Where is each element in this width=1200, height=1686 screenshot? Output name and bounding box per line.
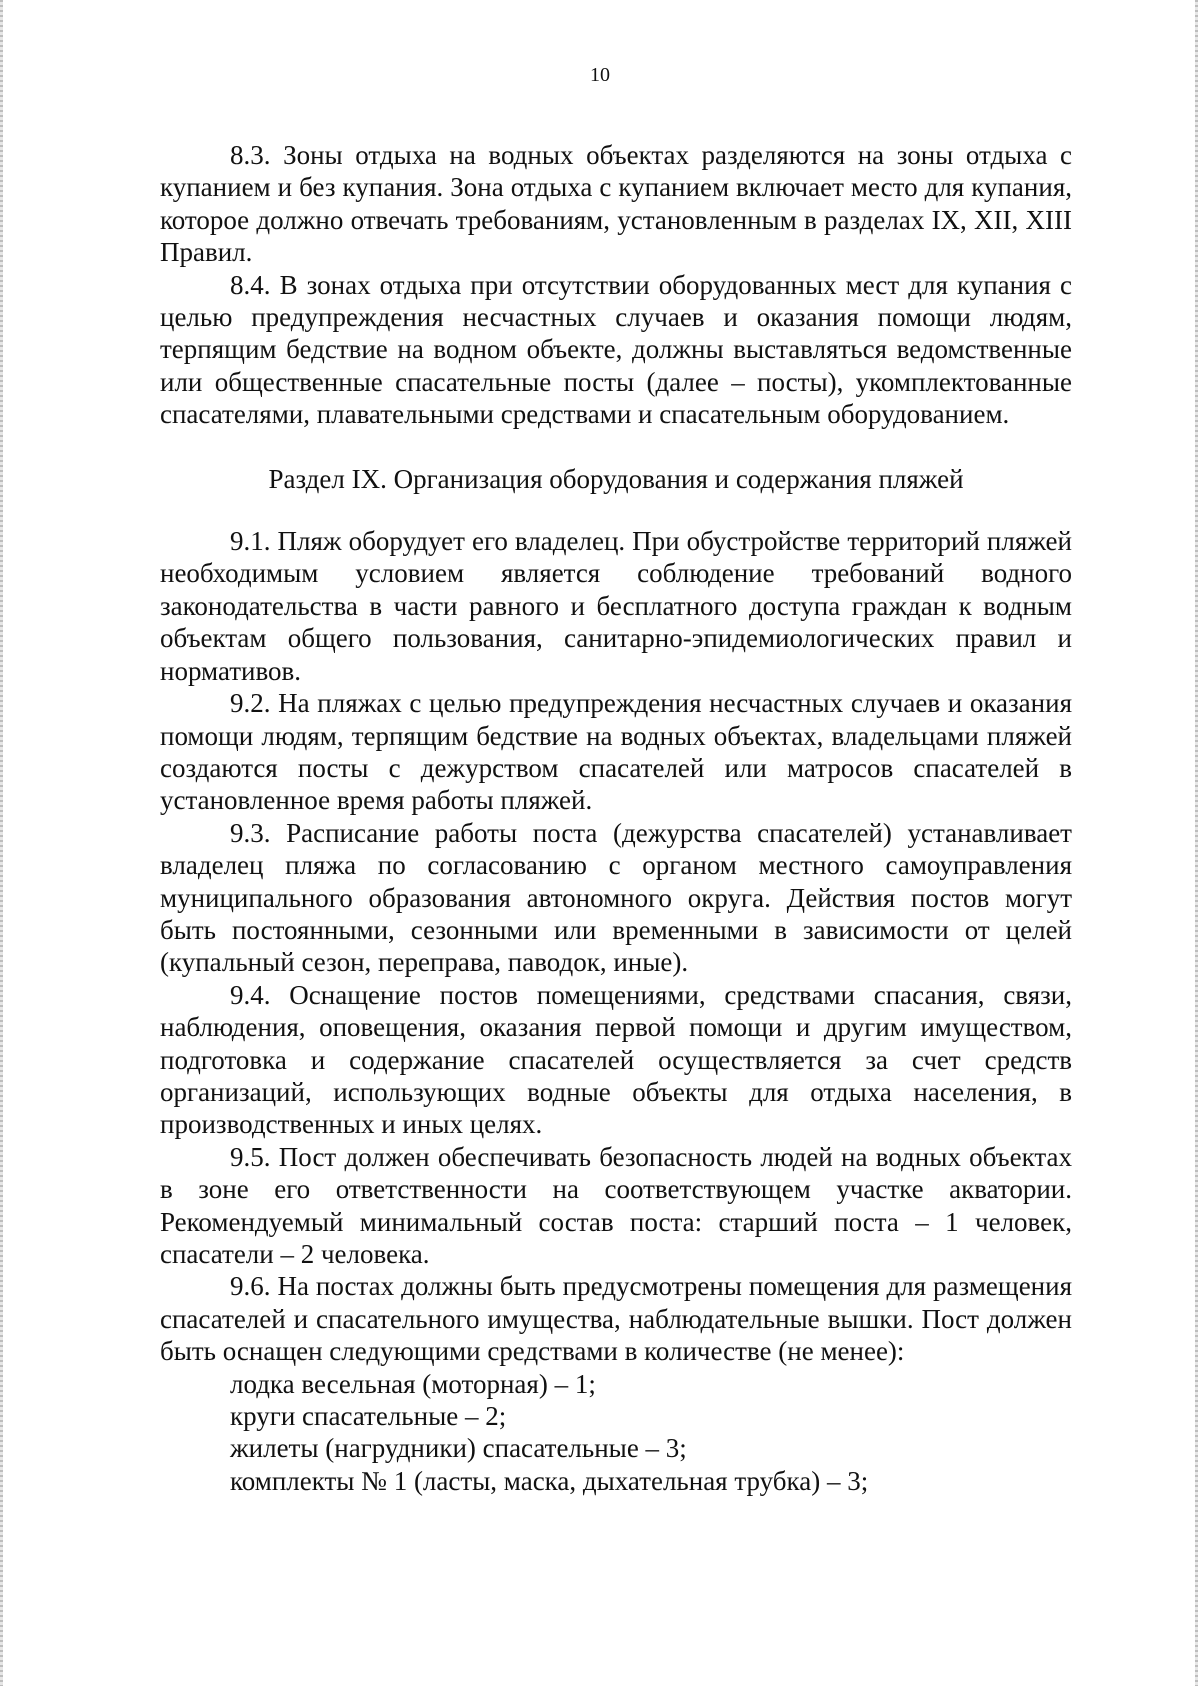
scan-right-edge: [1195, 0, 1198, 1686]
paragraph-9-3: 9.3. Расписание работы поста (дежурства спасателей) устанавливает владелец пляжа по согласованию с органом местного самоуправления муниципального образования автономного округа. Действия постов могут быть постоянными, сезонными или временными в зависимости от целей (купальный сезон, переправа, паводок, иные).: [160, 817, 1072, 978]
scan-left-edge: [0, 0, 3, 1686]
page-number: 10: [590, 64, 610, 86]
paragraph-9-6: 9.6. На постах должны быть предусмотрены помещения для размещения спасателей и спасательного имущества, наблюдательные вышки. Пост должен быть оснащен следующими средствами в количестве (не менее):: [160, 1271, 1072, 1367]
paragraph-9-1: 9.1. Пляж оборудует его владелец. При обустройстве территорий пляжей необходимым условием является соблюдение требований водного законодательства в части равного и бесплатного доступа граждан к водным объектам общего пользования, санитарно-эпидемиологических правил и нормативов.: [160, 526, 1072, 686]
paragraph-9-4: 9.4. Оснащение постов помещениями, средствами спасания, связи, наблюдения, оповещения, оказания первой помощи и другим имуществом, подготовка и содержание спасателей осуществляется за счет средств организаций, использующих водные объекты для отдыха населения, в производственных и иных целях.: [160, 979, 1072, 1140]
paragraph-8-4: 8.4. В зонах отдыха при отсутствии оборудованных мест для купания с целью предупреждения несчастных случаев и оказания помощи людям, терпящим бедствие на водном объекте, должны выставляться ведомственные или общественные спасательные посты (далее – посты), укомплектованные спасателями, плавательными средствами и спасательным оборудованием.: [160, 269, 1072, 430]
paragraph-9-2: 9.2. На пляжах с целью предупреждения несчастных случаев и оказания помощи людям, терпящим бедствие на водных объектах, владельцами пляжей создаются посты с дежурством спасателей или матросов спасателей в установленное время работы пляжей.: [160, 688, 1072, 816]
paragraph-8-3: 8.3. Зоны отдыха на водных объектах разделяются на зоны отдыха с купанием и без купания. Зона отдыха с купанием включает место для купания, которое должно отвечать требованиям, установленным в разделах IX, XII, XIII Правил.: [160, 140, 1072, 268]
equipment-list-item: круги спасательные – 2;: [230, 1401, 507, 1432]
equipment-list-item: жилеты (нагрудники) спасательные – 3;: [230, 1433, 687, 1464]
document-body: [160, 139, 1072, 1497]
section-heading: Раздел IX. Организация оборудования и содержания пляжей: [268, 463, 964, 494]
equipment-list-item: комплекты № 1 (ласты, маска, дыхательная трубка) – 3;: [230, 1465, 869, 1496]
equipment-list-item: лодка весельная (моторная) – 1;: [230, 1368, 596, 1399]
paragraph-9-5: 9.5. Пост должен обеспечивать безопасность людей на водных объектах в зоне его ответственности на соответствующем участке акватории. Рекомендуемый минимальный состав поста: старший поста – 1 человек, спасатели – 2 человека.: [160, 1141, 1072, 1269]
